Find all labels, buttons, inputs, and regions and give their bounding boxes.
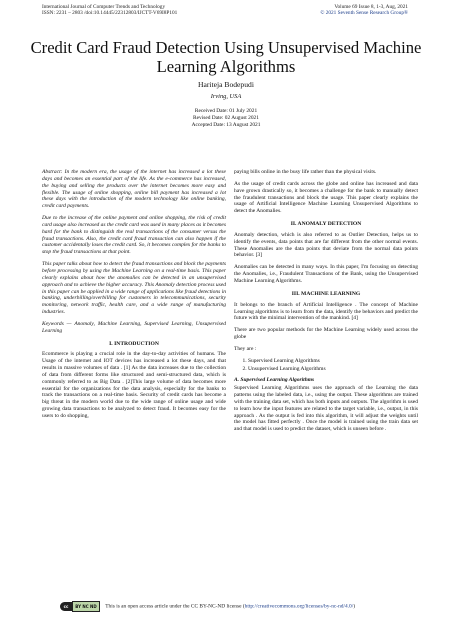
author-name: Hariteja Bodepudi bbox=[198, 80, 254, 89]
cc-license-badge bbox=[60, 602, 100, 611]
license-close: ) bbox=[353, 603, 356, 610]
method-list bbox=[234, 358, 418, 373]
body-paragraph: It belongs to the branch of Artificial Intelligence . The concept of Machine Learning algorithms is to learn from the data, identify the behaviors and predict the future with the minimal intervention of the mankind. [4] bbox=[234, 301, 418, 322]
keywords: Keywords — Anomaly, Machine Learning, Supervised Learning, Unsupervised Learning bbox=[42, 320, 226, 334]
received-date: Received Date: 01 July 2021 bbox=[194, 108, 258, 114]
volume-header bbox=[320, 4, 408, 17]
body-paragraph: Ecommerce is playing a crucial role in the day-to-day activities of humans. The Usage of the internet and IOT devices has increased a lot these days, and that results in massive volumes of data . [1] As the data increases due to the collection of data from different forms like structured and semi-structured data, which is commonly referred to as Big Data . [2]This large volume of data becomes more essential for the organizations for the data analysis, especially for the banks to track the transactions on a real-time basis. Security of credit cards has become a big threat in the modern world due to the wide range of online usage and wide growing data transactions to be analyzed to detect fraud. It becomes easy for the users to do shopping, bbox=[42, 351, 226, 419]
body-paragraph: They are : bbox=[234, 345, 257, 352]
abstract-paragraph: Due to the increase of the online payment and online shopping, the risk of credit card usage also increased as the credit card was used in many places as it becomes hard for the bank to distinguish the real transactions of the consumer versus the fraud transactions. Also, the credit card fraud transaction can also happen if the customer accidentally loses the credit card. So, it becomes complex for the banks to stop the fraud transactions at that point. bbox=[42, 215, 226, 256]
section-heading-machine-learning: III. MACHINE LEARNING bbox=[291, 290, 361, 297]
copyright-notice: © 2021 Seventh Sense Research Group® bbox=[320, 10, 408, 17]
license-link[interactable]: http://creativecommons.org/licenses/by-nc-nd/4.0/ bbox=[244, 603, 354, 610]
section-heading-anomaly-detection: II. ANOMALY DETECTION bbox=[290, 221, 362, 228]
license-text: This is an open access article under the CC BY-NC-ND license ( bbox=[105, 603, 245, 610]
journal-name: International Journal of Computer Trends and Technology bbox=[42, 4, 166, 10]
author-affiliation: Irving, USA bbox=[210, 93, 242, 100]
body-paragraph: Anomaly detection, which is also referred to as Outlier Detection, helps us to identify the events, data points that are far different from the other normal events. These Anomalies are the data points that deviate from the normal data points behavior. [3] bbox=[234, 231, 418, 259]
body-paragraph: Supervised Learning Algorithms uses the approach of the Learning the data patterns using the labeled data, i.e., using the output. These algorithms are trained with the training data set, which has both inputs and outputs. The algorithm is used to learn how the input features are related to the target variable, i.e., output, in this approach . As the output is fed into this algorithm, it will adjust the weights until the model has fitted perfectly . Once the model is trained using the train data set and that model is used to predict the dataset, which is unseen before . bbox=[234, 385, 418, 433]
subsection-heading-supervised: A. Supervised Learning Algorithms bbox=[234, 377, 315, 384]
list-item: 2. Unsupervised Learning Algorithms bbox=[248, 366, 418, 373]
volume-info: Volume 69 Issue 8, 1-3, Aug, 2021 bbox=[334, 4, 408, 10]
journal-header bbox=[42, 4, 177, 17]
revised-date: Revised Date: 02 August 2021 bbox=[193, 115, 259, 122]
body-paragraph: Anomalies can be detected in many ways. In this paper, I'm focusing on detecting the Anomalies, i.e., Fraudulent Transactions of the Bank, using the Unsupervised Machine Learning Algorithms. bbox=[234, 264, 418, 284]
section-heading-introduction: I. INTRODUCTION bbox=[109, 340, 159, 347]
body-paragraph: paying bills online in the busy life rather than the physical visits. bbox=[234, 169, 377, 175]
body-paragraph: There are two popular methods for the Machine Learning widely used across the globe bbox=[234, 327, 418, 341]
list-item: 1. Supervised Learning Algorithms bbox=[248, 358, 418, 365]
issn-doi: ISSN: 2231 – 2803 /doi:10.14445/22312803/IJCTT-V69I8P101 bbox=[42, 10, 178, 17]
accepted-date: Accepted Date: 13 August 2021 bbox=[191, 122, 261, 129]
left-column bbox=[42, 169, 226, 425]
cc-icon: cc bbox=[60, 602, 72, 611]
right-column bbox=[234, 169, 418, 438]
submission-dates bbox=[0, 108, 452, 130]
paper-title: Credit Card Fraud Detection Using Unsupervised Machine Learning Algorithms bbox=[30, 38, 422, 76]
by-nc-nd-icon: BY NC ND bbox=[72, 601, 100, 612]
abstract-paragraph: This paper talks about how to detect the fraud transactions and block the payments before processing by using the Machine Learning on a real-time basis. This paper clearly explains about how the anomalies can be detected in an unsupervised approach and to achieve the higher accuracy. This Anomaly detection process used in this paper can be applied in a wide range of applications like fraud detections in banking, underbilling/overbilling for customers in telecommunications, security monitoring, network traffic, health care, and a wide range of manufacturing industries. bbox=[42, 261, 226, 316]
license-footer bbox=[60, 602, 355, 611]
abstract: Abstract: In the modern era, the usage of the internet has increased a lot these days and becomes an essential part of the life. As the e-commerce has increased, the buying and selling the products over the internet becomes more easy and flexible. The usage of online shopping, online bill payment has increased a lot these days with the introduction of the modern technology like online banking, credit card payments. bbox=[42, 169, 226, 210]
body-paragraph: As the usage of credit cards across the globe and online has increased and data have grown drastically so, it becomes a challenge for the bank to manually detect the fraudulent transactions and block the usage. This paper clearly explains the usage of Artificial Intelligence Machine Learning Unsupervised Algorithms to detect the Anomalies. bbox=[234, 180, 418, 215]
